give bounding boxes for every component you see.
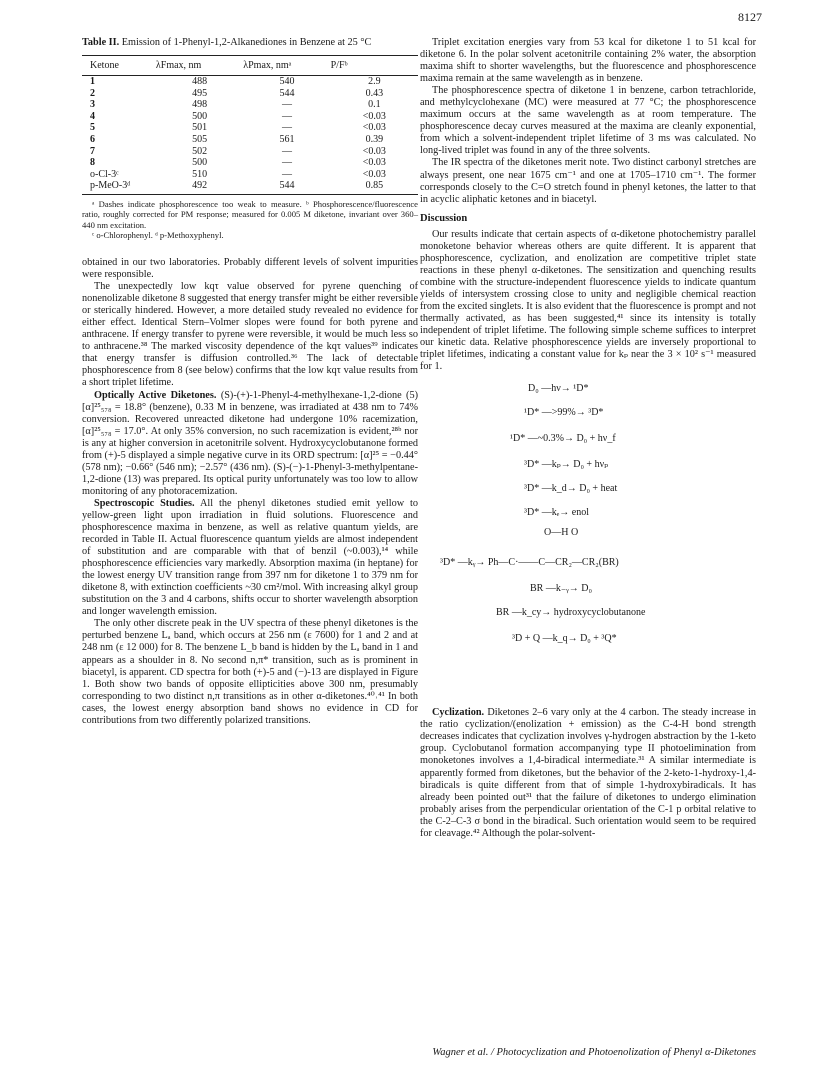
table-row	[82, 180, 418, 194]
cell-p-over-f: 2.9	[368, 76, 381, 88]
cell-p-over-f: 0.85	[331, 180, 418, 194]
left-paragraph-4	[82, 498, 418, 618]
table-row	[82, 169, 418, 181]
cell-ketone: p-MeO-3ᵈ	[82, 180, 156, 194]
scheme-eq-7-top: O—H O	[544, 527, 579, 539]
table-caption	[82, 37, 418, 49]
table-header-row	[82, 56, 418, 76]
right-column	[420, 37, 756, 840]
header-lambda-p: λPmax, nmᵃ	[243, 56, 330, 76]
right-paragraph-3: The IR spectra of the diketones merit note. Two distinct carbonyl stretches are always present, one near 1675 cm⁻¹ and one at 1705–1710 cm⁻¹. The former corresponds closely to the C=O stretch found in phenyl ketones, the latter to that in acyclic aliphatic ketones and in biacetyl.	[420, 157, 756, 205]
table-caption-text: Emission of 1-Phenyl-1,2-Alkanediones in Benzene at 25 °C	[121, 37, 372, 48]
right-paragraph-4: Our results indicate that certain aspects of α-diketone photochemistry parallel monoketone behavior whereas others are quite different. It is apparent that phosphorescence, cyclization, and enolization are competitive triplet state reactions in these phenyl α-diketones. The sensitization and quenching results combine with the structure-independent fluorescence yields to indicate quantum yields of intersystem crossing close to unity and negligible chemical reaction from the excited singlets. It is also evident that the fluorescence is prompt and not thermally activated, as has been suggested,⁴¹ since its intensity is totally independent of triplet lifetime. The following simple scheme suffices to interpret our kinetic data. Relative phosphorescence yields are inversely proportional to triplet lifetimes, indicating a constant value for kₚ near the 3 × 10² s⁻¹ measured for 1.	[420, 228, 756, 373]
cell-lambda-p: 561	[279, 134, 295, 146]
cell-p-over-f: <0.03	[362, 122, 386, 134]
cell-lambda-f: 505	[192, 134, 208, 146]
table-row	[82, 76, 418, 88]
cell-lambda-p: 540	[279, 76, 295, 88]
cell-lambda-f: 502	[192, 145, 208, 157]
cell-lambda-f: 500	[192, 110, 208, 122]
discussion-heading: Discussion	[420, 212, 468, 224]
optically-active-heading: Optically Active Diketones.	[94, 389, 217, 401]
table-row	[82, 88, 418, 100]
cell-lambda-p: —	[281, 99, 292, 111]
cell-ketone: 4	[90, 110, 95, 122]
cell-p-over-f: 0.1	[368, 99, 381, 111]
table-row	[82, 99, 418, 111]
table-row	[82, 157, 418, 169]
header-ketone: Ketone	[82, 56, 156, 76]
table-row	[82, 146, 418, 158]
cyclization-heading: Cyclization.	[432, 707, 485, 719]
table-row	[82, 111, 418, 123]
emission-table	[82, 55, 418, 195]
cell-ketone: 1	[90, 76, 95, 88]
right-paragraph-5	[420, 707, 756, 840]
cell-lambda-p: 544	[243, 180, 330, 194]
left-paragraph-1: obtained in our two laboratories. Probably different levels of solvent impurities were responsible.	[82, 256, 418, 281]
cell-lambda-p: —	[281, 110, 292, 122]
cell-ketone: 5	[90, 122, 95, 134]
scheme-eq-1: D₀ —hν→ ¹D*	[528, 383, 589, 395]
scheme-eq-5: ³D* —k_d→ D₀ + heat	[524, 483, 618, 495]
scheme-eq-4: ³D* —kₚ→ D₀ + hνₚ	[524, 459, 609, 471]
left-column	[82, 37, 418, 727]
left-paragraph-3-text: (S)-(+)-1-Phenyl-4-methylhexane-1,2-dione (5) [α]²⁵₅₇₈ = 18.8° (benzene), 0.33 M in benzene, was irradiated at 438 nm to 74% conversion. Recovered unreacted diketone had undergone 10% racemization, [α]²⁵₅₇₈ = 17.0°. At only 35% conversion, no such racemization is evident,²⁸ᵇ nor is any at higher conversion in acetonitrile solvent. Hydroxycyclobutanone formed from (+)-5 displayed a simple negative curve in its ORD spectrum: [α]²⁵ = −0.44° (578 nm); −0.66° (546 nm); −2.57° (436 nm). (S)-(−)-1-Phenyl-3-methylpentane-1,2-dione (13) was prepared. Its optical purity unfortunately was too low to allow monitoring of any photoracemization.	[82, 389, 418, 497]
right-paragraph-5-text: Diketones 2–6 vary only at the 4 carbon. The steady increase in the ratio cyclization/(enolization + emission) as the C-4-H bond strength decreases indicates that cyclization involves γ-hydrogen abstraction by the 1-keto group. Cyclobutanol formation accompanying type II photoelimination from monoketones involves a 1,4-biradical intermediate.³¹ A similar intermediate is apparently formed from diketones, but the behavior of the 2-keto-1-hydroxy-1,4-biradicals is quite different from that of simple 1-hydroxybiradicals. It has already been pointed out³¹ that the failure of diketones to undergo elimination probably arises from the perpendicular orientation of the C-1 p orbital relative to the C-2–C-3 σ bond in the biradical. Such orientation would seem to be required for cleavage.⁴² Although the polar-solvent-	[420, 707, 756, 839]
header-lambda-f: λFmax, nm	[156, 56, 243, 76]
kinetic-scheme	[420, 379, 756, 699]
scheme-eq-10: ³D + Q —k_q→ D₀ + ³Q*	[512, 633, 617, 645]
header-p-over-f: P/Fᵇ	[331, 56, 418, 76]
left-paragraph-2: The unexpectedly low kqτ value observed for pyrene quenching of nonenolizable diketone 8 suggested that energy transfer might be either reversible or sterically hindered. However, a more detailed study revealed no evidence for either effect. Identical Stern–Volmer slopes were found for both pyrene and anthracene. If energy transfer to pyrene were reversible, it would be much less so to anthracene.³⁸ The marked viscosity dependence of the kqτ values³⁹ indicates that energy transfer is diffusion controlled.³⁶ The lack of detectable phosphorescence from 8 (see below) confirms that the low kqτ value results from a short triplet lifetime.	[82, 281, 418, 389]
cell-lambda-p: —	[281, 168, 292, 180]
cell-p-over-f: <0.03	[362, 168, 386, 180]
cell-ketone: 3	[90, 99, 95, 111]
cell-ketone: 6	[90, 134, 95, 146]
left-paragraph-3	[82, 390, 418, 498]
scheme-eq-3: ¹D* —~0.3%→ D₀ + hν_f	[510, 433, 616, 445]
scheme-eq-8: BR —k₋ᵧ→ D₀	[530, 583, 592, 595]
right-paragraph-2: The phosphorescence spectra of diketone 1 in benzene, carbon tetrachloride, and methylcyclohexane (MC) were measured at 77 °C; the phosphorescence maximum occurs at the same wavelength as at room temperature. The phosphorescence decay curves measured at the maxima are cleanly exponential, from which a solvent-independent triplet lifetime of 3 ms was calculated. No long-lived triplet was found in any of the three solvents.	[420, 85, 756, 157]
cell-lambda-f: 510	[192, 168, 208, 180]
cell-ketone: 8	[90, 157, 95, 169]
cell-ketone: 7	[90, 145, 95, 157]
left-paragraph-4-text: All the phenyl diketones studied emit yellow to yellow-green light upon irradiation in fluid solutions. Fluorescence and phosphorescence maxima in benzene, as well as relative quantum yields, are recorded in Table II. Actual fluorescence quantum yields are almost independent of substitution and are comparable with that of benzil (~0.003),¹⁴ while phosphorescence efficiencies vary markedly. Absorption maxima (in heptane) for the lowest energy UV transition range from 397 nm for diketone 1 to 379 nm for diketone 8, with extinction coefficients ~30 cm²/mol. With increasing alkyl group substitution on the 3 and 4 carbons, shifts occur to shorter wavelength absorption and longer wavelength emission.	[82, 497, 419, 618]
cell-lambda-p: 544	[279, 87, 295, 99]
spectroscopic-heading: Spectroscopic Studies.	[94, 497, 195, 509]
cell-p-over-f: <0.03	[362, 110, 386, 122]
cell-lambda-f: 500	[192, 157, 208, 169]
table-row	[82, 134, 418, 146]
cell-p-over-f: 0.43	[365, 87, 384, 99]
table-footnote-a: ᵃ Dashes indicate phosphorescence too weak to measure. ᵇ Phosphorescence/fluorescence ratio, roughly corrected for PM response; measured for 0.005 M diketone, invariant over 360–440 nm excitation.	[82, 198, 418, 230]
cell-lambda-f: 501	[192, 122, 208, 134]
cell-ketone: o-Cl-3ᶜ	[90, 168, 119, 180]
cell-ketone: 2	[90, 87, 95, 99]
cell-p-over-f: <0.03	[362, 145, 386, 157]
left-paragraph-5: The only other discrete peak in the UV spectra of these phenyl diketones is the perturbed benzene Lₐ band, which occurs at 256 nm (ε 7600) for 1 and 2 and at 248 nm (ε 12 000) for 8. The benzene L_b band is hidden by the Lₐ band in 1 and appears as a shoulder in 8. No second n,π* transition, such as is prominent in biacetyl, is apparent. CD spectra for both (+)-5 and (−)-13 are displayed in Figure 1. Both show two bands of opposite ellipticities above 300 nm, presumably corresponding to two distinct n,π transitions as in other α-diketones.⁴⁰˒⁴¹ In both cases, the lowest energy absorption band shows no evidence in CD for contributions from two differently polarized transitions.	[82, 618, 418, 726]
cell-lambda-f: 495	[192, 87, 208, 99]
scheme-eq-7: ³D* —kᵧ→ Ph—C·——C—CR₂—CR₂(BR)	[440, 557, 619, 569]
running-footer: Wagner et al. / Photocyclization and Photoenolization of Phenyl α-Diketones	[432, 1047, 756, 1058]
cell-lambda-p: —	[281, 145, 292, 157]
table-footnote-c: ᶜ o-Chlorophenyl. ᵈ p-Methoxyphenyl.	[92, 230, 224, 241]
table-caption-label: Table II.	[82, 37, 120, 48]
cell-lambda-f: 492	[156, 180, 243, 194]
cell-lambda-p: —	[281, 122, 292, 134]
cell-lambda-f: 498	[192, 99, 208, 111]
cell-p-over-f: <0.03	[362, 157, 386, 169]
scheme-eq-2: ¹D* —>99%→ ³D*	[524, 407, 604, 419]
right-paragraph-1: Triplet excitation energies vary from 53 kcal for diketone 1 to 51 kcal for diketone 6. In the polar solvent acetonitrile containing 2% water, the absorption maxima shift to shorter wavelengths, but the fluorescence and phosphorescence maxima remain at the same wavelength as in benzene.	[420, 37, 756, 85]
cell-p-over-f: 0.39	[365, 134, 384, 146]
scheme-eq-9: BR —k_cy→ hydroxycyclobutanone	[496, 607, 646, 619]
scheme-eq-6: ³D* —kₑ→ enol	[524, 507, 589, 519]
page-number: 8127	[738, 10, 762, 24]
cell-lambda-f: 488	[192, 76, 208, 88]
table-row	[82, 122, 418, 134]
cell-lambda-p: —	[281, 157, 292, 169]
